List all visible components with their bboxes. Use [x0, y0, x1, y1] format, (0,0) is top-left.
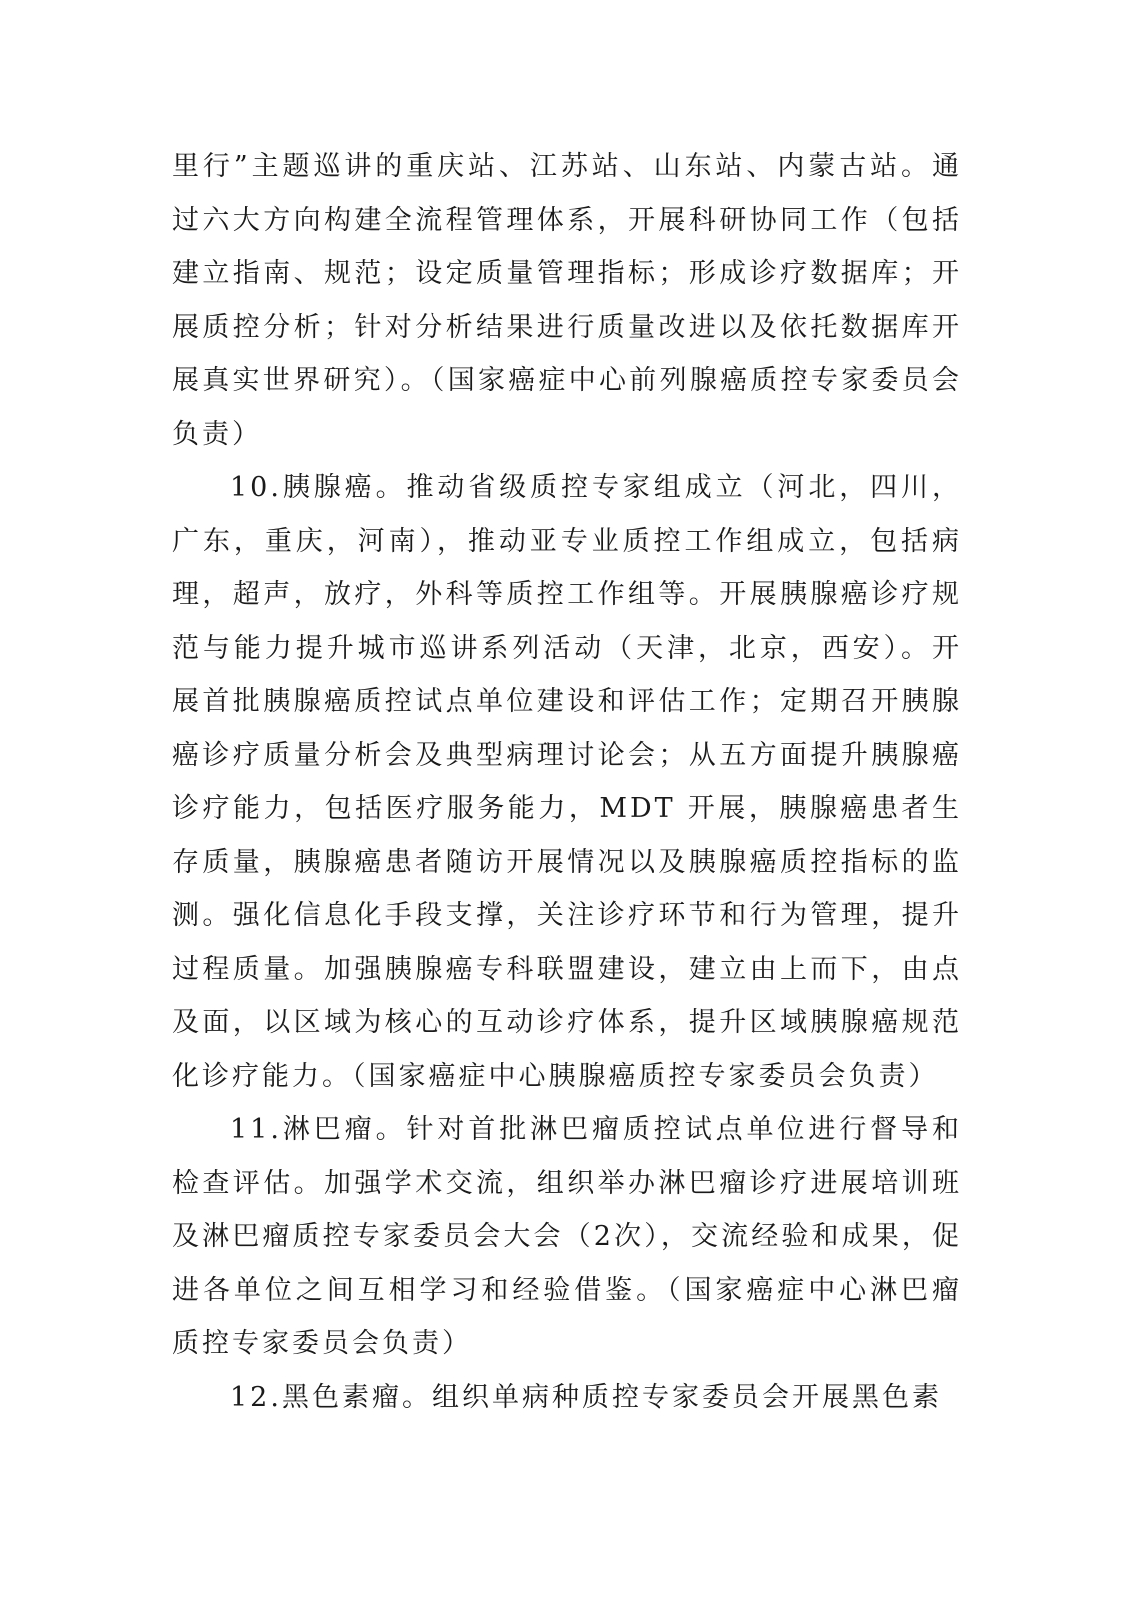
- document-body: [172, 140, 962, 1424]
- paragraph-melanoma: 12.黑色素瘤。组织单病种质控专家委员会开展黑色素: [230, 1381, 942, 1413]
- paragraph-lymphoma: 11.淋巴瘤。针对首批淋巴瘤质控试点单位进行督导和检查评估。加强学术交流，组织举办淋巴瘤诊疗进展培训班及淋巴瘤质控专家委员会大会（2次），交流经验和成果，促进各单位之间互相学习和经验借鉴。（国家癌症中心淋巴瘤质控专家委员会负责）: [172, 1114, 962, 1359]
- paragraph-pancreatic-cancer: 10.胰腺癌。推动省级质控专家组成立（河北，四川，广东，重庆，河南），推动亚专业质控工作组成立，包括病理，超声，放疗，外科等质控工作组等。开展胰腺癌诊疗规范与能力提升城市巡讲系列活动（天津，北京，西安）。开展首批胰腺癌质控试点单位建设和评估工作；定期召开胰腺癌诊疗质量分析会及典型病理讨论会；从五方面提升胰腺癌诊疗能力，包括医疗服务能力，MDT 开展，胰腺癌患者生存质量，胰腺癌患者随访开展情况以及胰腺癌质控指标的监测。强化信息化手段支撑，关注诊疗环节和行为管理，提升过程质量。加强胰腺癌专科联盟建设，建立由上而下，由点及面，以区域为核心的互动诊疗体系，提升区域胰腺癌规范化诊疗能力。（国家癌症中心胰腺癌质控专家委员会负责）: [172, 472, 962, 1092]
- paragraph-prostate-cancer-continuation: 里行”主题巡讲的重庆站、江苏站、山东站、内蒙古站。通过六大方向构建全流程管理体系，开展科研协同工作（包括建立指南、规范；设定质量管理指标；形成诊疗数据库；开展质控分析；针对分析结果进行质量改进以及依托数据库开展真实世界研究）。（国家癌症中心前列腺癌质控专家委员会负责）: [172, 151, 962, 450]
